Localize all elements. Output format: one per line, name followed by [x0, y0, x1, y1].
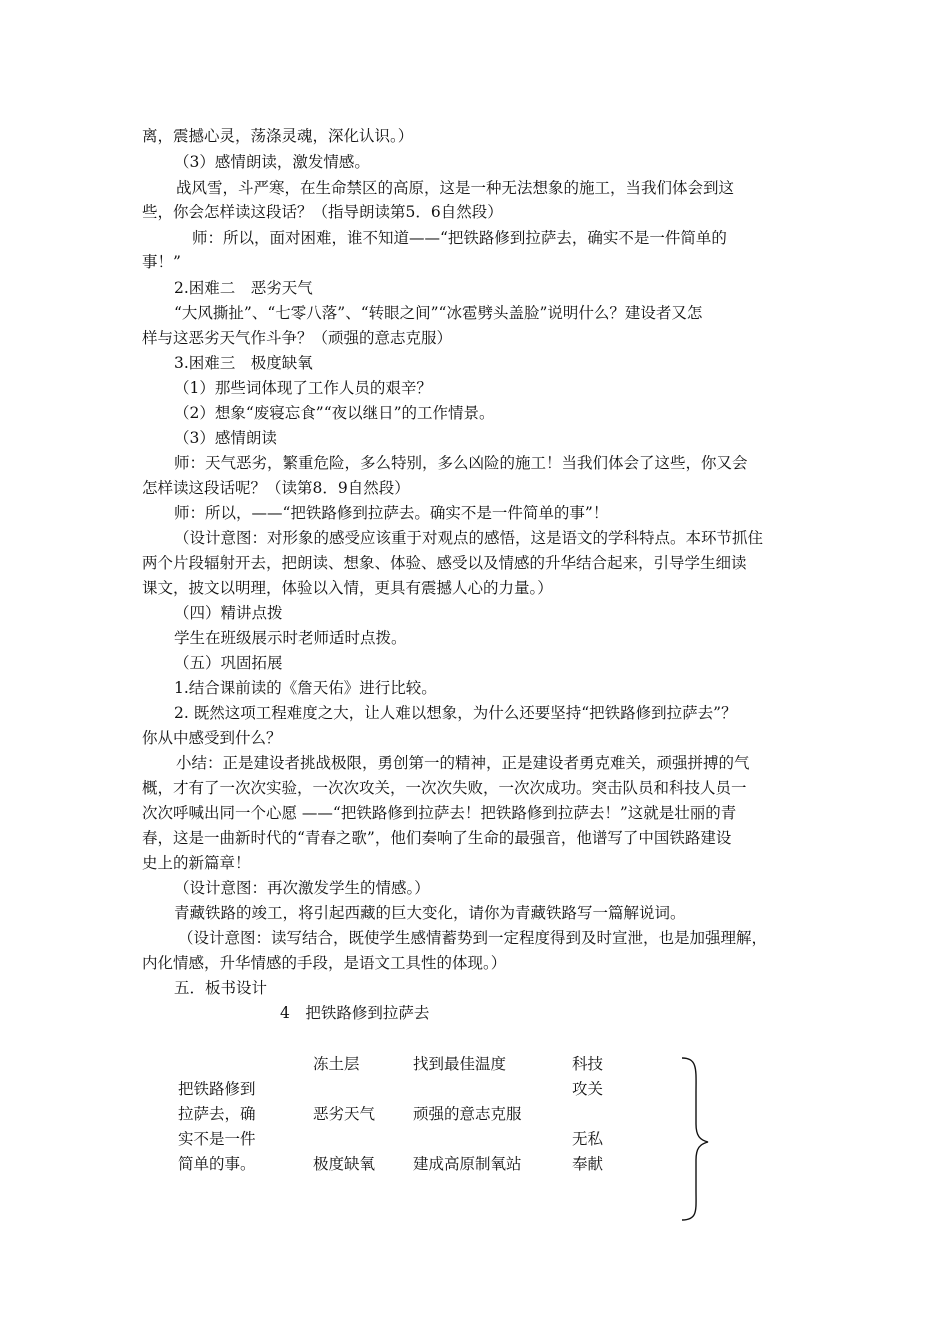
board-left-line: 把铁路修到 [178, 1080, 256, 1098]
board-left-line: 实不是一件 [178, 1130, 256, 1148]
paragraph-line: 师：所以，面对困难，谁不知道——“把铁路修到拉萨去，确实不是一件简单的 [192, 229, 727, 247]
board-spirit: 科技 [572, 1055, 604, 1073]
paragraph-line: 1.结合课前读的《詹天佑》进行比较。 [174, 679, 437, 697]
paragraph-line: 样与这恶劣天气作斗争？（顽强的意志克服） [142, 329, 453, 347]
paragraph-line: 师：天气恶劣，繁重危险，多么特别，多么凶险的施工！当我们体会了这些，你又会 [174, 454, 748, 472]
paragraph-line: 史上的新篇章！ [142, 854, 251, 872]
right-brace-icon [676, 1054, 716, 1224]
paragraph-line: （设计意图：对形象的感受应该重于对观点的感悟，这是语文的学科特点。本环节抓住 [174, 529, 764, 547]
paragraph-line: 春，这是一曲新时代的“青春之歌”，他们奏响了生命的最强音，他谱写了中国铁路建设 [142, 829, 732, 847]
board-difficulty: 冻土层 [313, 1055, 360, 1073]
paragraph-line: 青藏铁路的竣工，将引起西藏的巨大变化，请你为青藏铁路写一篇解说词。 [174, 904, 686, 922]
paragraph-line: 怎样读这段话呢？（读第8．9自然段） [142, 479, 410, 497]
paragraph-line: （3）感情朗读 [174, 429, 277, 447]
board-difficulty: 极度缺氧 [313, 1155, 376, 1173]
paragraph-line: 师：所以，——“把铁路修到拉萨去。确实不是一件简单的事”！ [174, 504, 609, 522]
paragraph-line: 2. 既然这项工程难度之大，让人难以想象，为什么还要坚持“把铁路修到拉萨去”？ [174, 704, 737, 722]
paragraph-line: 次次呼喊出同一个心愿 ——“把铁路修到拉萨去！把铁路修到拉萨去！”这就是壮丽的青 [142, 804, 737, 822]
board-spirit: 无私 [572, 1130, 604, 1148]
paragraph-line: 事！” [142, 253, 181, 271]
paragraph-line: 课文，披文以明理，体验以入情，更具有震撼人心的力量。） [142, 579, 553, 597]
paragraph-line: （设计意图：再次激发学生的情感。） [174, 879, 430, 897]
board-title: 4 把铁路修到拉萨去 [280, 1004, 430, 1022]
board-spirit: 奉献 [572, 1155, 604, 1173]
board-solution: 顽强的意志克服 [413, 1105, 522, 1123]
section-heading: 五．板书设计 [174, 979, 268, 997]
paragraph-line: 内化情感，升华情感的手段，是语文工具性的体现。） [142, 954, 507, 972]
section-heading: （四）精讲点拨 [174, 604, 283, 622]
section-heading: 3.困难三 极度缺氧 [174, 354, 313, 372]
paragraph-line: 学生在班级展示时老师适时点拨。 [174, 629, 407, 647]
paragraph-line: （3）感情朗读，激发情感。 [174, 153, 370, 171]
board-left-line: 简单的事。 [178, 1155, 256, 1173]
paragraph-line: 些，你会怎样读这段话？（指导朗读第5．6自然段） [142, 203, 503, 221]
paragraph-line: “大风撕扯”、“七零八落”、“转眼之间”“冰雹劈头盖脸”说明什么？建设者又怎 [174, 304, 703, 322]
paragraph-line: 两个片段辐射开去，把朗读、想象、体验、感受以及情感的升华结合起来，引导学生细读 [142, 554, 747, 572]
paragraph-line: 离，震撼心灵，荡涤灵魂，深化认识。） [142, 127, 414, 145]
paragraph-line: （1）那些词体现了工作人员的艰辛？ [174, 379, 432, 397]
paragraph-line: （设计意图：读写结合，既使学生感情蓄势到一定程度得到及时宣泄，也是加强理解， [178, 929, 768, 947]
paragraph-line: 概，才有了一次次实验，一次次攻关，一次次失败，一次次成功。突击队员和科技人员一 [142, 779, 747, 797]
board-left-line: 拉萨去，确 [178, 1105, 256, 1123]
section-heading: 2.困难二 恶劣天气 [174, 279, 313, 297]
paragraph-line: 小结：正是建设者挑战极限，勇创第一的精神，正是建设者勇克难关，顽强拼搏的气 [176, 754, 750, 772]
paragraph-line: 你从中感受到什么？ [142, 729, 282, 747]
board-spirit: 攻关 [572, 1080, 604, 1098]
paragraph-line: （2）想象“废寝忘食”“夜以继日”的工作情景。 [174, 404, 495, 422]
board-difficulty: 恶劣天气 [313, 1105, 376, 1123]
board-solution: 建成高原制氧站 [413, 1155, 522, 1173]
section-heading: （五）巩固拓展 [174, 654, 283, 672]
board-solution: 找到最佳温度 [413, 1055, 507, 1073]
paragraph-line: 战风雪，斗严寒，在生命禁区的高原，这是一种无法想象的施工，当我们体会到这 [176, 179, 735, 197]
